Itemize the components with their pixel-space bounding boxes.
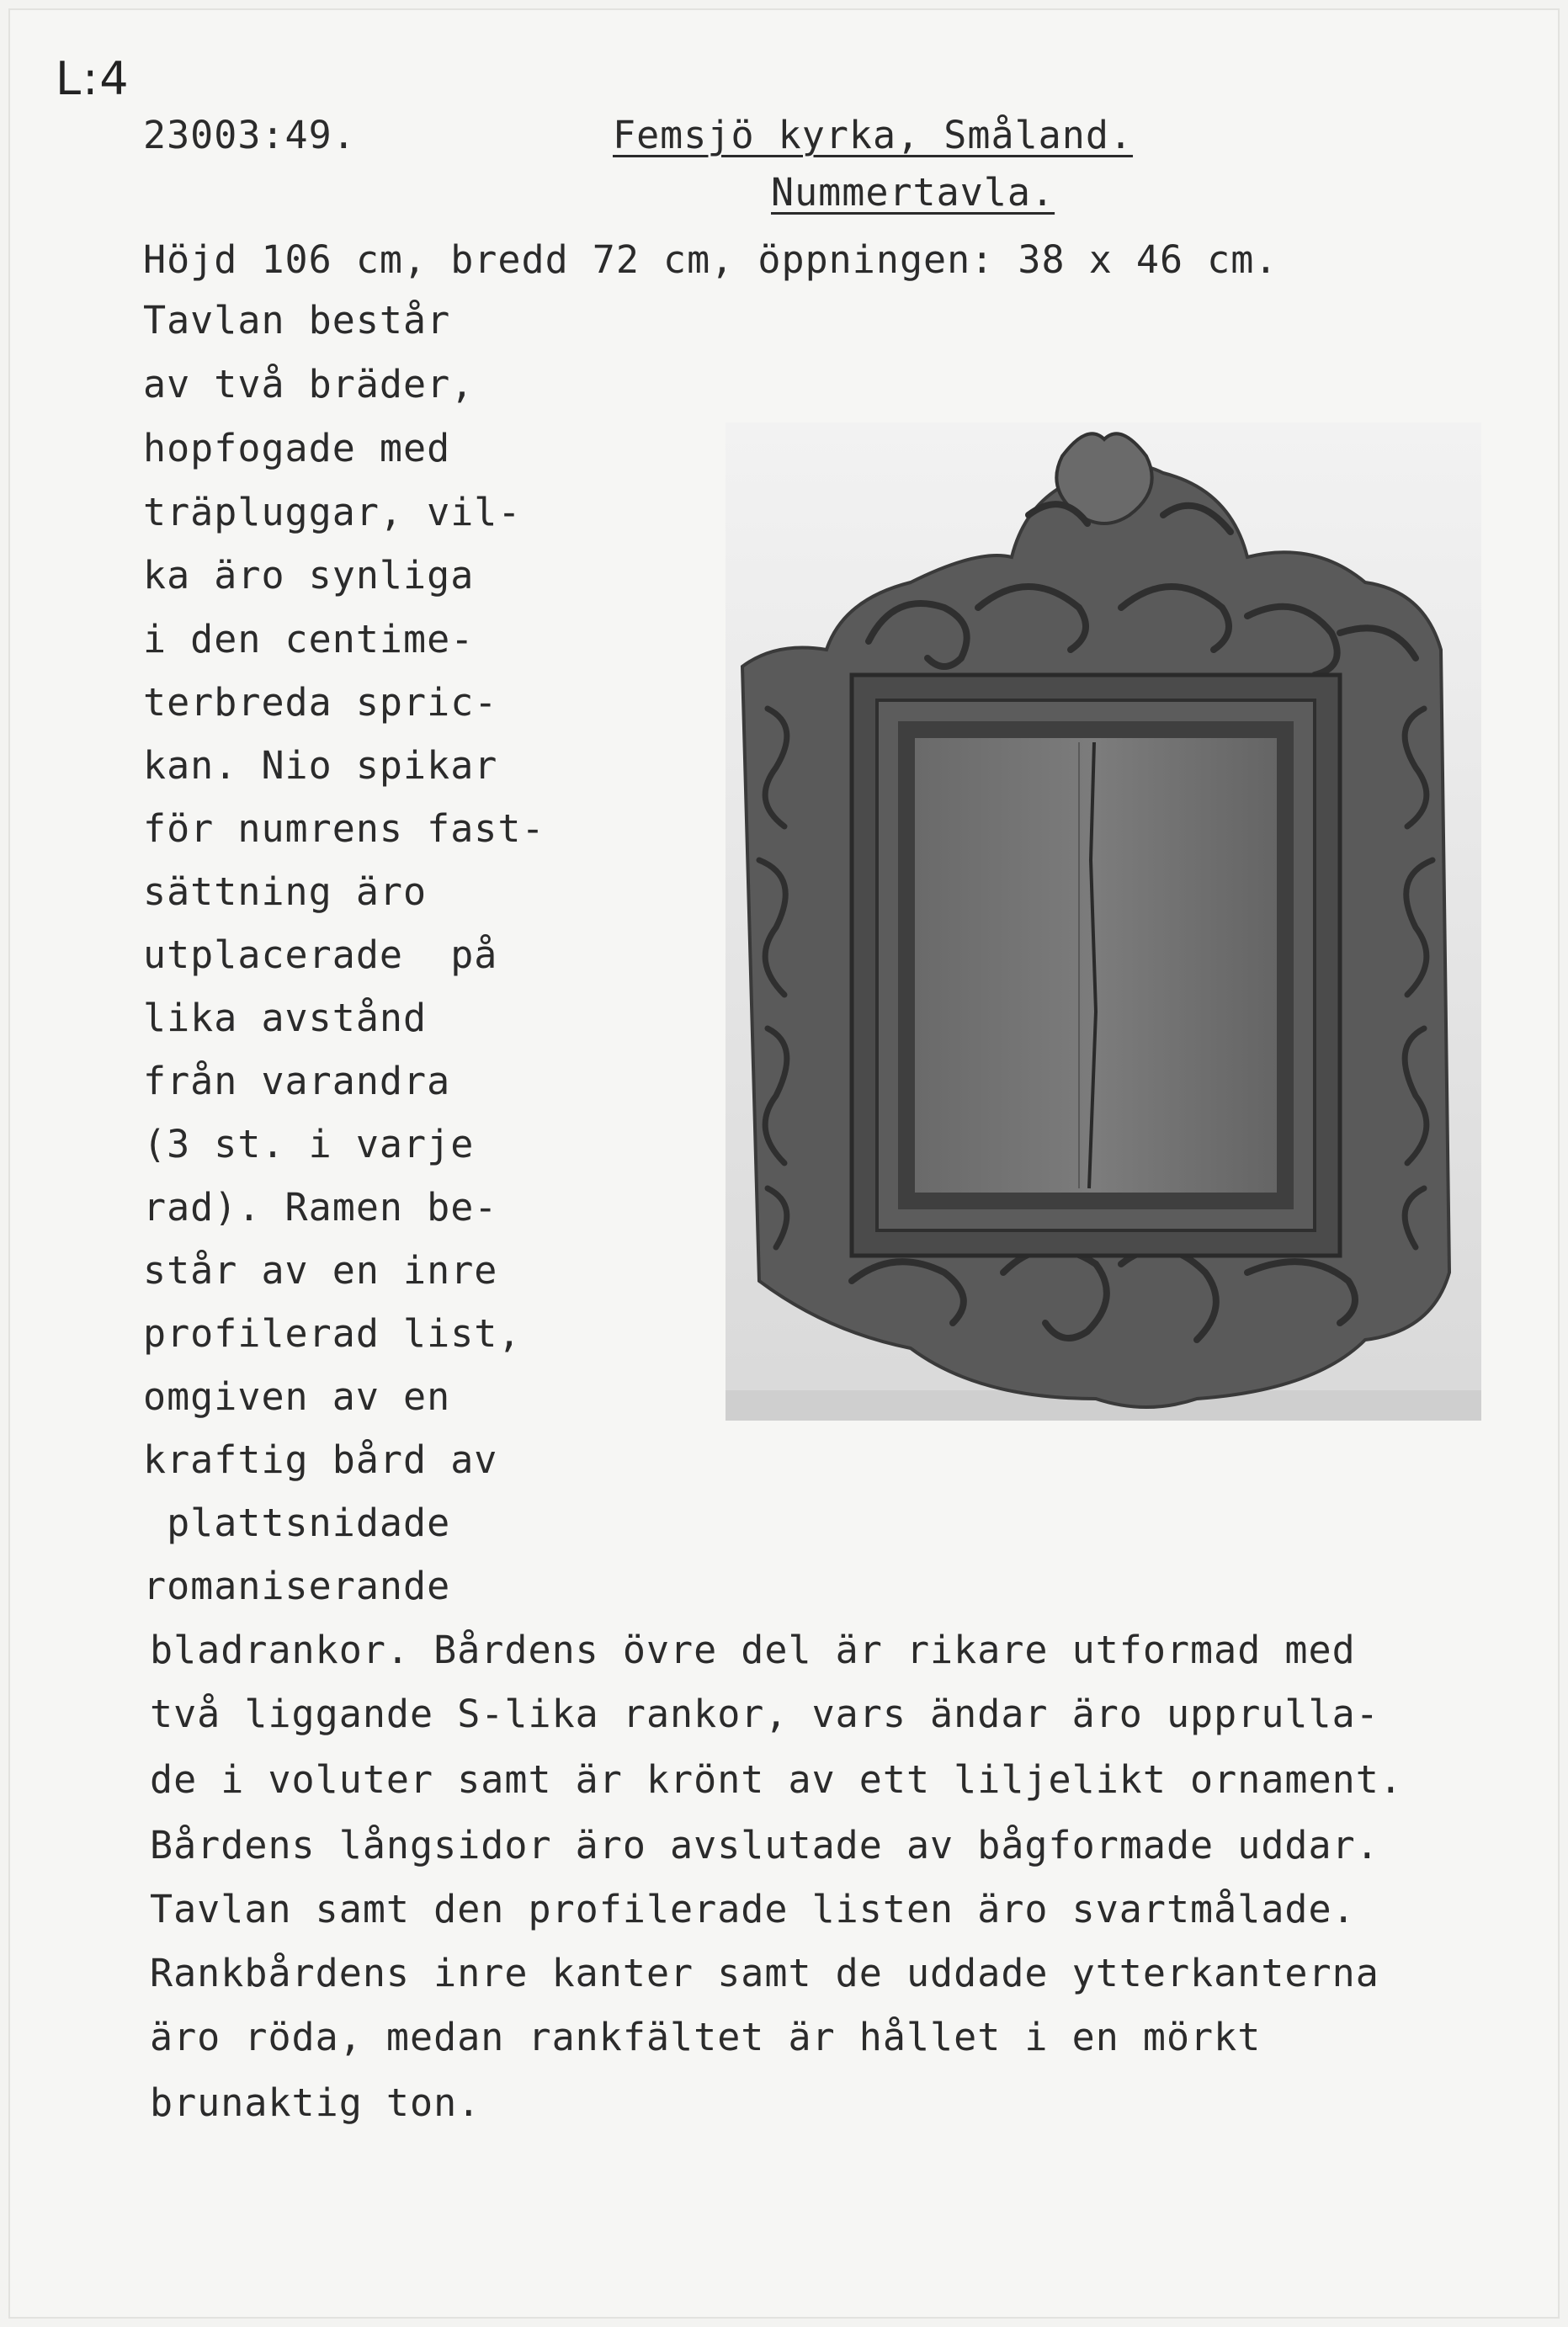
text-line: två liggande S-lika rankor, vars ändar äro upprulla- — [150, 1692, 1379, 1736]
text-line: i den centime- — [143, 617, 475, 661]
text-line: från varandra — [143, 1059, 451, 1103]
text-line: profilerad list, — [143, 1311, 522, 1356]
text-line: utplacerade på — [143, 932, 498, 977]
text-line: äro röda, medan rankfältet är hållet i en mörkt — [150, 2015, 1262, 2059]
text-line: sättning äro — [143, 869, 428, 914]
text-line: rad). Ramen be- — [143, 1185, 498, 1230]
text-line: lika avstånd — [143, 996, 428, 1040]
text-line: hopfogade med — [143, 426, 451, 470]
text-line: de i voluter samt är krönt av ett liljelikt ornament. — [150, 1757, 1403, 1802]
text-line: träpluggar, vil- — [143, 490, 522, 534]
text-line: brunaktig ton. — [150, 2080, 481, 2125]
location-heading: Femsjö kyrka, Småland. — [613, 113, 1134, 157]
text-line: terbreda spric- — [143, 680, 498, 725]
text-line: kraftig bård av — [143, 1437, 498, 1482]
text-line: Tavlan samt den profilerade listen äro svartmålade. — [150, 1887, 1356, 1931]
dimensions: Höjd 106 cm, bredd 72 cm, öppningen: 38 x 46 cm. — [143, 237, 1278, 282]
frame-photograph — [726, 422, 1481, 1421]
text-line: Rankbårdens inre kanter samt de uddade ytterkanterna — [150, 1951, 1379, 1995]
text-line: omgiven av en — [143, 1374, 451, 1419]
text-line: bladrankor. Bårdens övre del är rikare utformad med — [150, 1628, 1356, 1672]
text-line: romaniserande — [143, 1564, 451, 1608]
text-line: Bårdens långsidor äro avslutade av bågformade uddar. — [150, 1823, 1379, 1867]
catalog-card — [8, 8, 1560, 2319]
catalog-number: 23003:49. — [143, 113, 356, 157]
handwritten-reference: L:4 — [56, 52, 130, 105]
text-line: av två bräder, — [143, 362, 475, 406]
text-line: Tavlan består — [143, 298, 451, 343]
text-line: ka äro synliga — [143, 553, 475, 598]
text-line: kan. Nio spikar — [143, 743, 498, 788]
object-name: Nummertavla. — [771, 170, 1055, 215]
text-line: (3 st. i varje — [143, 1122, 475, 1166]
carved-frame-illustration — [726, 422, 1481, 1421]
text-line: för numrens fast- — [143, 806, 545, 851]
text-line: står av en inre — [143, 1248, 498, 1293]
text-line: plattsnidade — [143, 1501, 451, 1545]
